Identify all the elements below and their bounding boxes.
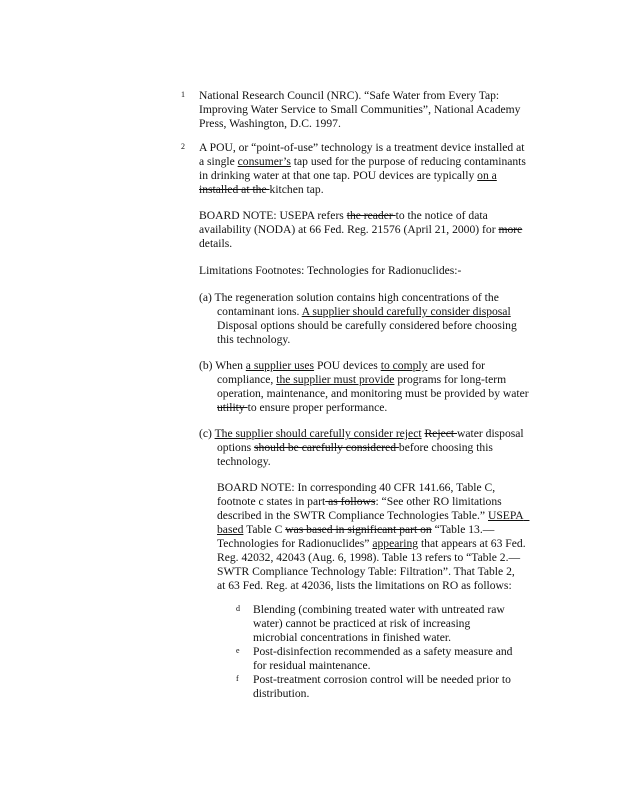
footnote-line [199,169,549,183]
bullet-line: Blending (combining treated water with untreated raw [253,603,505,616]
inserted-text: appearing [372,537,419,550]
text-run: (c) [199,427,215,440]
bullet-line: microbial concentrations in finished water. [253,631,451,644]
limitation-d [236,603,533,645]
text-run: POU devices [314,359,381,372]
inserted-text: based [217,523,244,536]
text-run: before choosing this [398,441,493,454]
item-line [199,359,544,373]
paragraph-line: at 63 Fed. Reg. at 42036, lists the limitations on RO as follows: [217,579,512,592]
limitations-heading [199,264,544,278]
inserted-text: A supplier should carefully consider disposal [301,305,511,318]
item-line [199,373,544,387]
deleted-text: the reader [346,209,396,222]
inserted-text: USEPA [487,509,524,522]
text-run: BOARD NOTE: USEPA refers [199,209,347,222]
text-run: Table C [243,523,286,536]
bullet-line: water) cannot be practiced at risk of increasing [253,617,471,630]
footnote-marker: e [236,646,240,655]
limitation-f [236,673,533,701]
item-line [199,305,544,319]
text-run: are used for [427,359,486,372]
footnote-marker: d [236,604,240,613]
footnote-line: A POU, or “point-of-use” technology is a treatment device installed at [199,141,525,154]
text-run: water disposal [457,427,524,440]
item-line: operation, maintenance, and monitoring must be provided by water [217,387,529,400]
bullet-line: distribution. [253,687,310,700]
bullet-line: Post-treatment corrosion control will be needed prior to [253,673,511,686]
footnote-line: National Research Council (NRC). “Safe Water from Every Tap: [199,89,500,102]
item-c [199,427,544,469]
inserted-text [524,509,530,522]
footnote-number: 2 [181,142,185,151]
item-line: this technology. [217,333,291,346]
text-run: to the notice of data [395,209,488,222]
text-run: availability (NODA) at 66 Fed. Reg. 21576 (April 21, 2000) for [199,223,499,236]
inserted-text: on a [477,169,497,182]
deleted-text: utility [217,401,248,414]
text-run: in drinking water at that one tap. POU devices are typically [199,169,478,182]
footnote-line: Press, Washington, D.C. 1997. [199,117,341,130]
footnote-marker: f [236,674,239,683]
item-line: Disposal options should be carefully considered before choosing [217,319,517,332]
item-b [199,359,544,415]
text-run: a single [199,155,238,168]
board-note-2 [217,481,542,593]
paragraph-line [217,537,542,551]
paragraph-line [217,495,542,509]
text-run: options [217,441,255,454]
deleted-text: Reject [424,427,457,440]
text-run: contaminant ions. [217,305,302,318]
footnote-1 [181,89,549,131]
footnote-number: 1 [181,90,185,99]
text-run: footnote c states in part [217,495,326,508]
heading-text: Limitations Footnotes: Technologies for Radionuclides:- [199,264,462,277]
deleted-text: as follows [325,495,376,508]
text-run: (b) When [199,359,246,372]
item-line [199,427,544,441]
text-run: that appears at 63 Fed. [418,537,526,550]
paragraph-line [199,223,544,237]
text-run: : “See other RO limitations [375,495,502,508]
item-line [199,401,544,415]
item-line [199,441,544,455]
deleted-text: installed at the [199,183,270,196]
text-run: described in the SWTR Compliance Technologies Table.” [217,509,488,522]
paragraph-line: Reg. 42032, 42043 (Aug. 6, 1998). Table 13 refers to “Table 2.— [217,551,521,564]
text-run: kitchen tap. [269,183,324,196]
inserted-text: the supplier must provide [276,373,395,386]
footnote-line: Improving Water Service to Small Communities”, National Academy [199,103,521,116]
paragraph-line [217,523,542,537]
board-note-1 [199,209,544,251]
paragraph-line: details. [199,237,233,250]
inserted-text: The supplier should carefully consider reject [214,427,422,440]
item-line: (a) The regeneration solution contains high concentrations of the [199,291,499,304]
footnote-line [199,155,549,169]
text-run: tap used for the purpose of reducing contaminants [290,155,526,168]
paragraph-line [199,209,544,223]
text-run: programs for long-term [394,373,507,386]
item-line: technology. [217,455,271,468]
inserted-text: a supplier uses [245,359,315,372]
text-run: “Table 13.— [431,523,495,536]
text-run: compliance, [217,373,277,386]
paragraph-line: SWTR Compliance Technology Table: Filtration”. That Table 2, [217,565,515,578]
text-run: to ensure proper performance. [247,401,388,414]
bullet-line: for residual maintenance. [253,659,371,672]
paragraph-line [217,509,542,523]
deleted-text: should be carefully considered [254,441,399,454]
inserted-text: to comply [380,359,428,372]
bullet-line: Post-disinfection recommended as a safety measure and [253,645,513,658]
item-a [199,291,544,347]
paragraph-line: BOARD NOTE: In corresponding 40 CFR 141.66, Table C, [217,481,496,494]
limitation-e [236,645,533,673]
deleted-text: more [498,223,523,236]
footnote-line [199,183,549,197]
deleted-text: was based in significant part on [285,523,432,536]
text-run: Technologies for Radionuclides” [217,537,373,550]
inserted-text: consumer’s [237,155,291,168]
footnote-2 [181,141,549,197]
